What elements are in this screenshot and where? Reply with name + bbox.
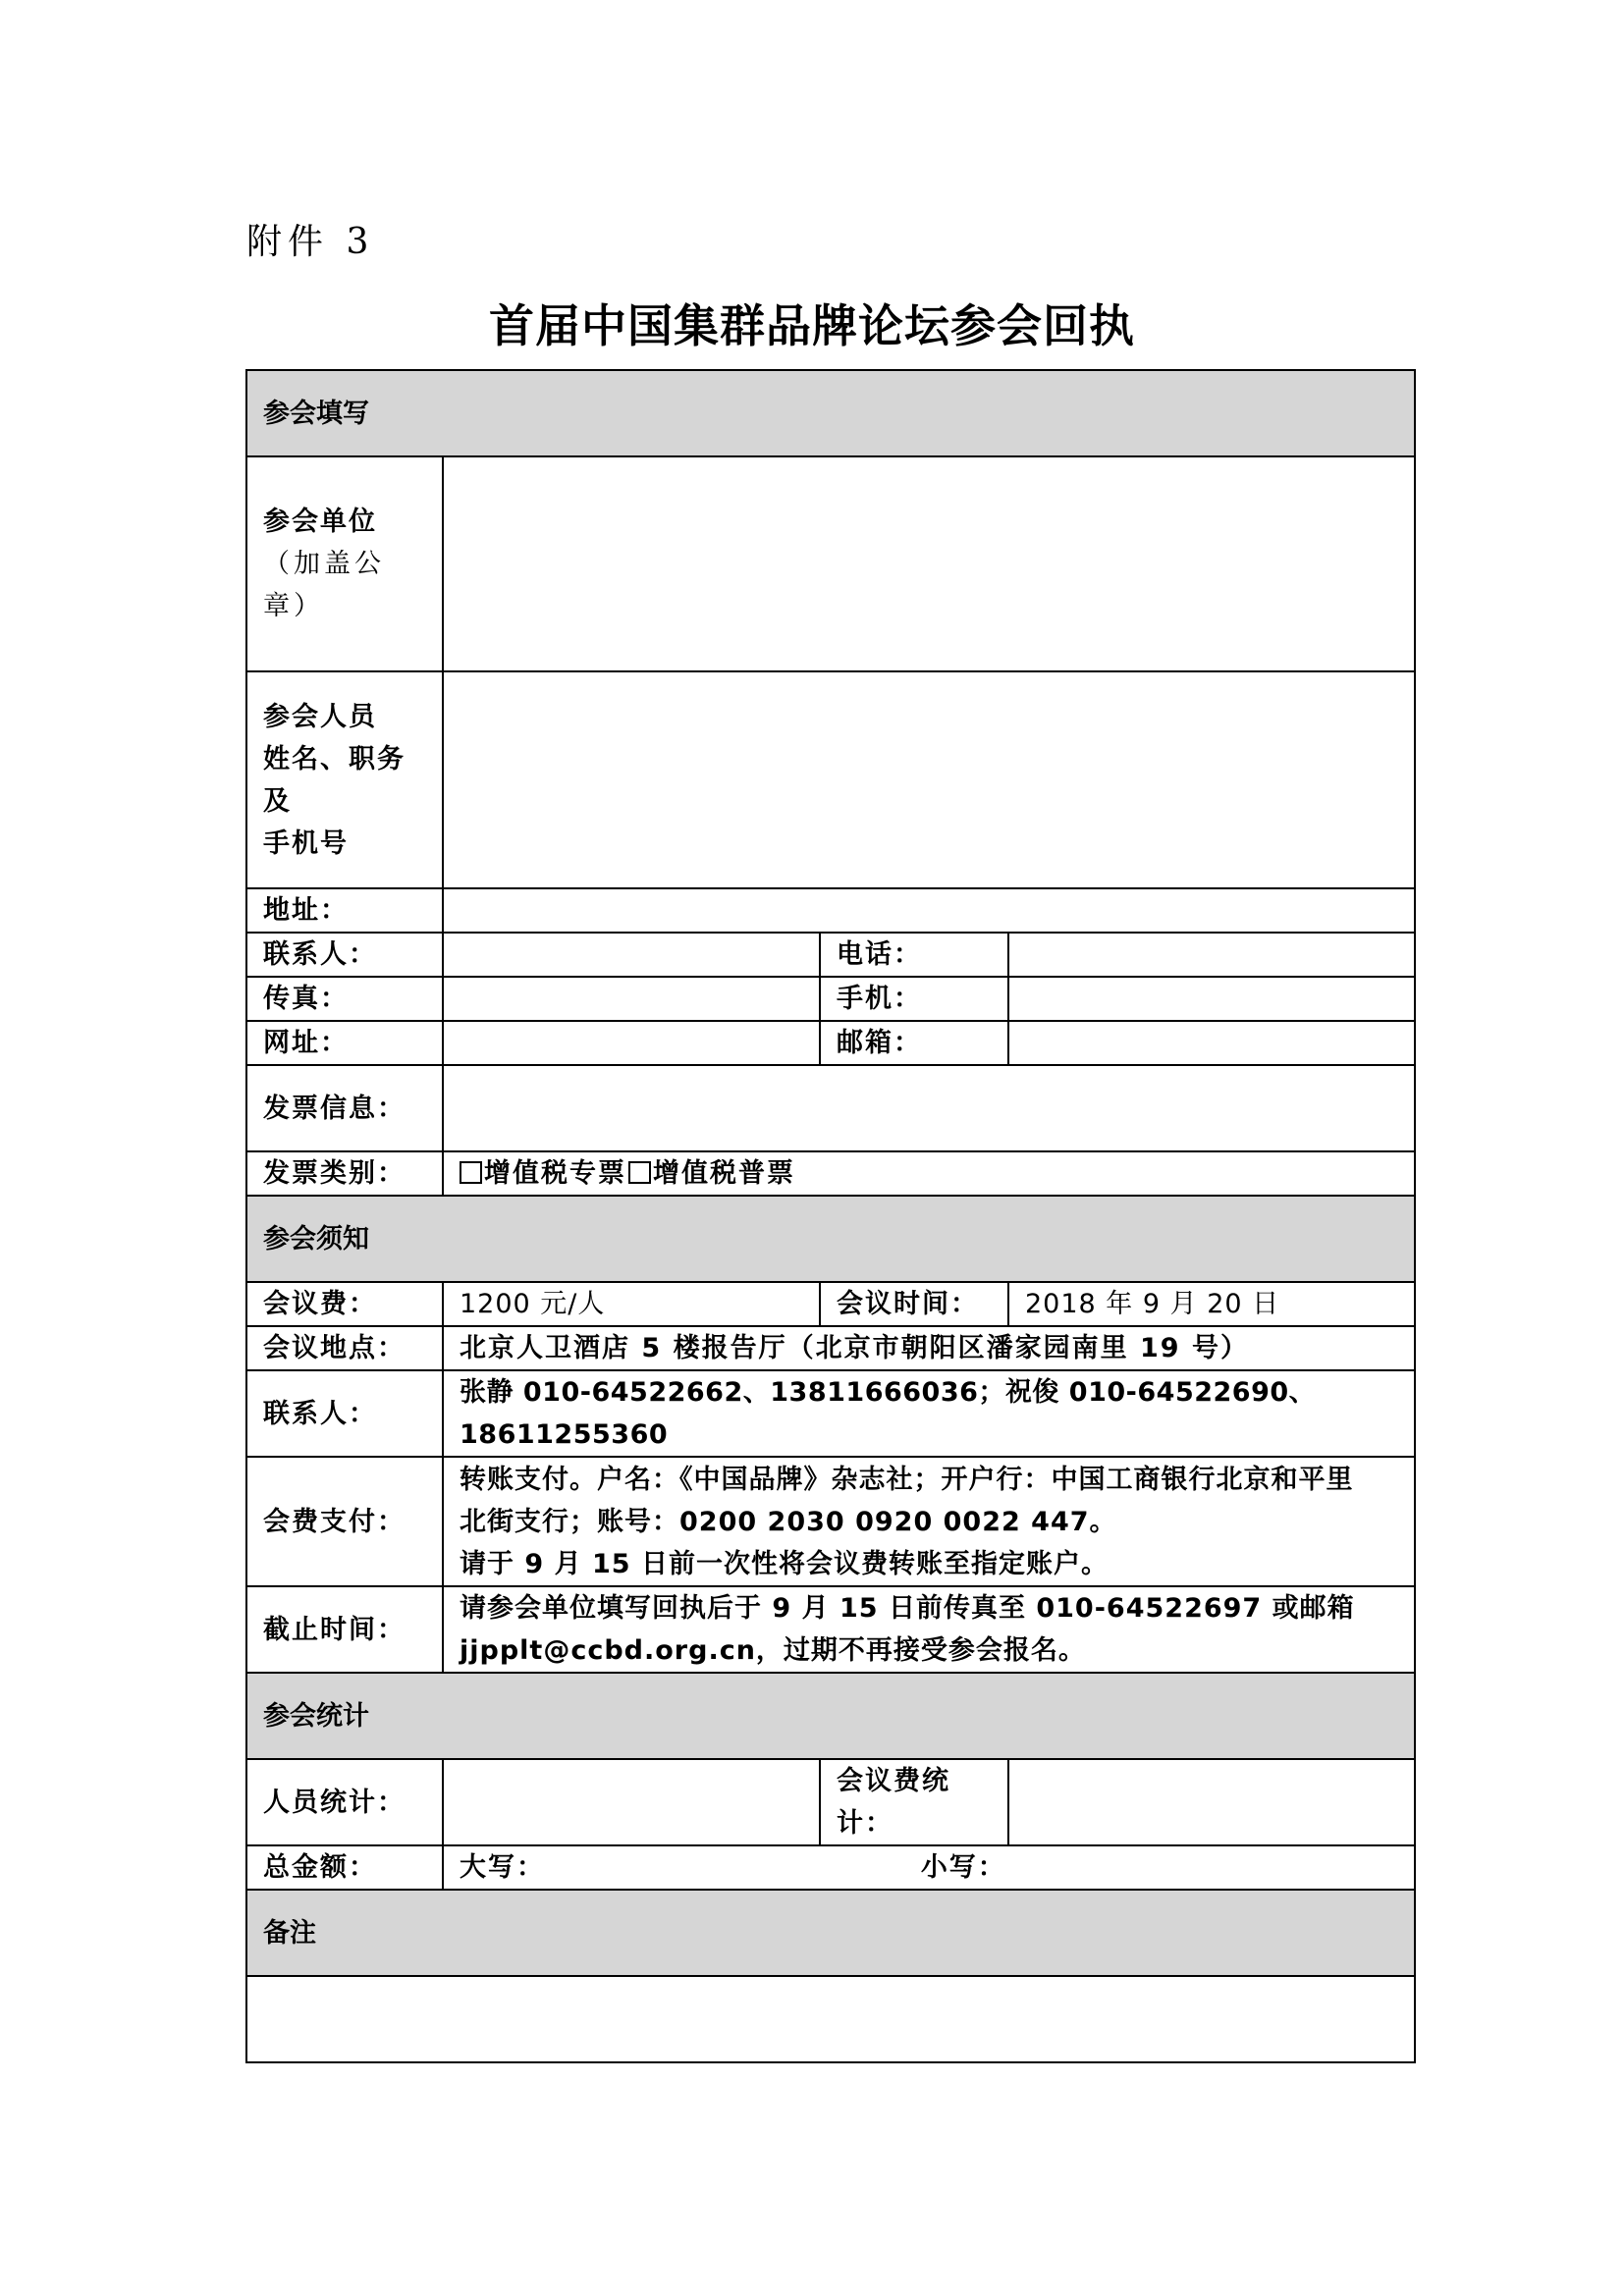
payment-value — [443, 1457, 1415, 1586]
fee-total-label: 会议费统计： — [820, 1759, 1008, 1845]
people-count-field[interactable] — [443, 1759, 820, 1845]
invoice-info-field[interactable] — [443, 1065, 1415, 1151]
section-header-remarks: 备注 — [246, 1890, 1415, 1976]
fax-label: 传真： — [246, 977, 443, 1021]
deadline-label: 截止时间： — [246, 1586, 443, 1673]
payment-line-2: 北街支行；账号：0200 2030 0920 0022 447。 — [460, 1506, 1117, 1537]
attendee-label-line-3: 手机号 — [263, 828, 349, 859]
attendee-field[interactable] — [443, 671, 1415, 888]
people-count-label: 人员统计： — [246, 1759, 443, 1845]
meeting-time-value: 2018 年 9 月 20 日 — [1008, 1282, 1415, 1326]
remarks-field[interactable] — [246, 1976, 1415, 2062]
attendee-label-line-1: 参会人员 — [263, 701, 377, 732]
page-title: 首届中国集群品牌论坛参会回执 — [489, 299, 1135, 352]
section-header-stats: 参会统计 — [246, 1673, 1415, 1759]
contact-field[interactable] — [443, 933, 820, 977]
website-field[interactable] — [443, 1021, 820, 1065]
payment-line-3: 请于 9 月 15 日前一次性将会议费转账至指定账户。 — [460, 1548, 1109, 1579]
uppercase-label: 大写： — [460, 1852, 545, 1883]
deadline-line-2: jjpplt@ccbd.org.cn，过期不再接受参会报名。 — [460, 1635, 1086, 1666]
unit-sublabel: （加盖公章） — [263, 549, 385, 621]
contact-label: 联系人： — [246, 933, 443, 977]
payment-label: 会费支付： — [246, 1457, 443, 1586]
invoice-type-options — [443, 1151, 1415, 1196]
unit-label-cell — [246, 456, 443, 671]
registration-form-table — [245, 369, 1416, 2063]
payment-line-1: 转账支付。户名：《中国品牌》杂志社；开户行：中国工商银行北京和平里 — [460, 1464, 1354, 1495]
phone-field[interactable] — [1008, 933, 1415, 977]
address-label: 地址： — [246, 888, 443, 933]
section-header-notice: 参会须知 — [246, 1196, 1415, 1282]
email-label: 邮箱： — [820, 1021, 1008, 1065]
deadline-line-1: 请参会单位填写回执后于 9 月 15 日前传真至 010-64522697 或邮箱 — [460, 1593, 1355, 1624]
fee-value: 1200 元/人 — [443, 1282, 820, 1326]
phone-label: 电话： — [820, 933, 1008, 977]
lowercase-label: 小写： — [920, 1852, 1006, 1883]
fee-total-field[interactable] — [1008, 1759, 1415, 1845]
website-label: 网址： — [246, 1021, 443, 1065]
meeting-time-label: 会议时间： — [820, 1282, 1008, 1326]
address-field[interactable] — [443, 888, 1415, 933]
notice-contact-value: 张静 010-64522662、13811666036；祝俊 010-64522690、18611255360 — [443, 1370, 1415, 1457]
venue-value: 北京人卫酒店 5 楼报告厅（北京市朝阳区潘家园南里 19 号） — [443, 1326, 1415, 1370]
notice-contact-label: 联系人： — [246, 1370, 443, 1457]
attendee-label-line-2: 姓名、职务及 — [263, 743, 406, 817]
fee-label: 会议费： — [246, 1282, 443, 1326]
vat-general-checkbox[interactable] — [628, 1161, 651, 1184]
attachment-label: 附件 3 — [246, 222, 375, 262]
mobile-label: 手机： — [820, 977, 1008, 1021]
email-field[interactable] — [1008, 1021, 1415, 1065]
invoice-type-label: 发票类别： — [246, 1151, 443, 1196]
fax-field[interactable] — [443, 977, 820, 1021]
deadline-value — [443, 1586, 1415, 1673]
invoice-info-label: 发票信息： — [246, 1065, 443, 1151]
attendee-label-cell — [246, 671, 443, 888]
venue-label: 会议地点： — [246, 1326, 443, 1370]
vat-special-label: 增值税专票 — [484, 1158, 626, 1189]
unit-label: 参会单位 — [263, 507, 377, 537]
mobile-field[interactable] — [1008, 977, 1415, 1021]
total-amount-field[interactable] — [443, 1845, 1415, 1890]
total-amount-label: 总金额： — [246, 1845, 443, 1890]
vat-general-label: 增值税普票 — [653, 1158, 795, 1189]
unit-field[interactable] — [443, 456, 1415, 671]
vat-special-checkbox[interactable] — [460, 1161, 482, 1184]
section-header-fill: 参会填写 — [246, 370, 1415, 456]
